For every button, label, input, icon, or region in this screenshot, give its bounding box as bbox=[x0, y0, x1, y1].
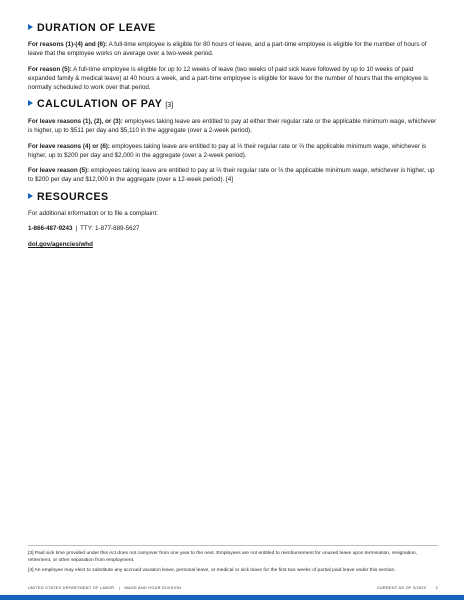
section-heading-resources bbox=[28, 191, 438, 204]
footer-division: WAGE AND HOUR DIVISION bbox=[124, 586, 182, 590]
triangle-bullet-icon bbox=[28, 193, 33, 199]
paragraph-pay-reason-5 bbox=[28, 166, 438, 184]
page-footer bbox=[28, 586, 438, 590]
paragraph-text: A full-time employee is eligible for 80 hours of leave, and a part-time employee is eligible for the number of hours of leave that the employee works on average over a two-week period. bbox=[28, 41, 427, 57]
footnote-4: [4] An employee may elect to substitute any accrued vacation leave, personal leave, or medical or sick leave for the first two weeks of partial paid leave under this section. bbox=[28, 567, 396, 573]
footer-org: UNITED STATES DEPARTMENT OF LABOR bbox=[28, 586, 115, 590]
section-duration-of-leave bbox=[28, 22, 438, 92]
footnotes bbox=[28, 545, 438, 576]
triangle-bullet-icon bbox=[28, 24, 33, 30]
section-heading-pay bbox=[28, 98, 438, 112]
section-calculation-of-pay bbox=[28, 98, 438, 184]
section-heading-duration bbox=[28, 22, 438, 35]
triangle-bullet-icon bbox=[28, 100, 33, 106]
separator: | bbox=[75, 225, 78, 232]
paragraph-pay-reasons-1-2-3 bbox=[28, 117, 438, 135]
paragraph-text: employees taking leave are entitled to pay at either their regular rate or the applicable minimum wage, whichever is higher, up to $511 per day and $5,110 in the aggregate (over a 2-week period). bbox=[28, 118, 437, 134]
paragraph-lead: For leave reason (5): bbox=[28, 167, 90, 174]
resources-intro: For additional information or to file a complaint: bbox=[28, 209, 158, 217]
paragraph-lead: For leave reasons (4) or (6): bbox=[28, 142, 110, 150]
tty-number[interactable]: TTY: 1-877-889-5627 bbox=[80, 225, 140, 232]
paragraph-pay-reasons-4-6 bbox=[28, 142, 438, 160]
footer-right bbox=[369, 586, 438, 590]
heading-text: RESOURCES bbox=[37, 190, 109, 203]
footnote-3: [3] Paid sick time provided under this Act does not carryover from one year to the next. Employees are not entitled to reimbursement for unused leave upon termination, resignation, retirement, or other separation from employment. bbox=[28, 551, 418, 564]
footnote-reference: [3] bbox=[165, 102, 174, 109]
paragraph-lead: For leave reasons (1), (2), or (3): bbox=[28, 118, 123, 125]
paragraph-lead: For reasons (1)-(4) and (6): bbox=[28, 41, 108, 48]
page-number: 2 bbox=[435, 586, 438, 590]
footer-current-as-of: CURRENT AS OF 3/2020 bbox=[376, 586, 427, 590]
bottom-accent-bar bbox=[0, 595, 464, 600]
phone-number[interactable]: 1-866-487-9243 bbox=[28, 225, 73, 232]
footer-separator: | bbox=[118, 586, 120, 590]
section-resources bbox=[28, 191, 438, 250]
heading-text: CALCULATION OF PAY bbox=[37, 98, 163, 110]
heading-text: DURATION OF LEAVE bbox=[37, 22, 156, 34]
paragraph-text: employees taking leave are entitled to pay at ⅔ their regular rate or ⅔ the applicable minimum wage, whichever is higher, up to $200 per day and $2,000 in the aggregate (over a 2-week period). bbox=[28, 142, 427, 159]
dol-website-link[interactable]: dol.gov/agencies/whd bbox=[28, 241, 93, 248]
paragraph-reasons-1-4-6 bbox=[28, 40, 438, 58]
paragraph-text: employees taking leave are entitled to pay at ⅔ their regular rate or ⅔ the applicable minimum wage, whichever is higher, up to $200 per day and $12,000 in the aggregate (over a 12-week period). [4] bbox=[28, 167, 435, 183]
contact-line bbox=[28, 224, 438, 233]
paragraph-reason-5 bbox=[28, 65, 438, 92]
main-content bbox=[28, 22, 438, 256]
website-line bbox=[28, 240, 438, 249]
paragraph-lead: For reason (5): bbox=[28, 65, 72, 73]
footer-left bbox=[28, 586, 181, 590]
paragraph-text: A full-time employee is eligible for up to 12 weeks of leave (two weeks of paid sick leave followed by up to 10 weeks of paid expanded family & medical leave) at 40 hours a week, and a part-time employee is eligible for leave for the number of hours that the employee is normally scheduled to work over that period. bbox=[28, 65, 428, 91]
